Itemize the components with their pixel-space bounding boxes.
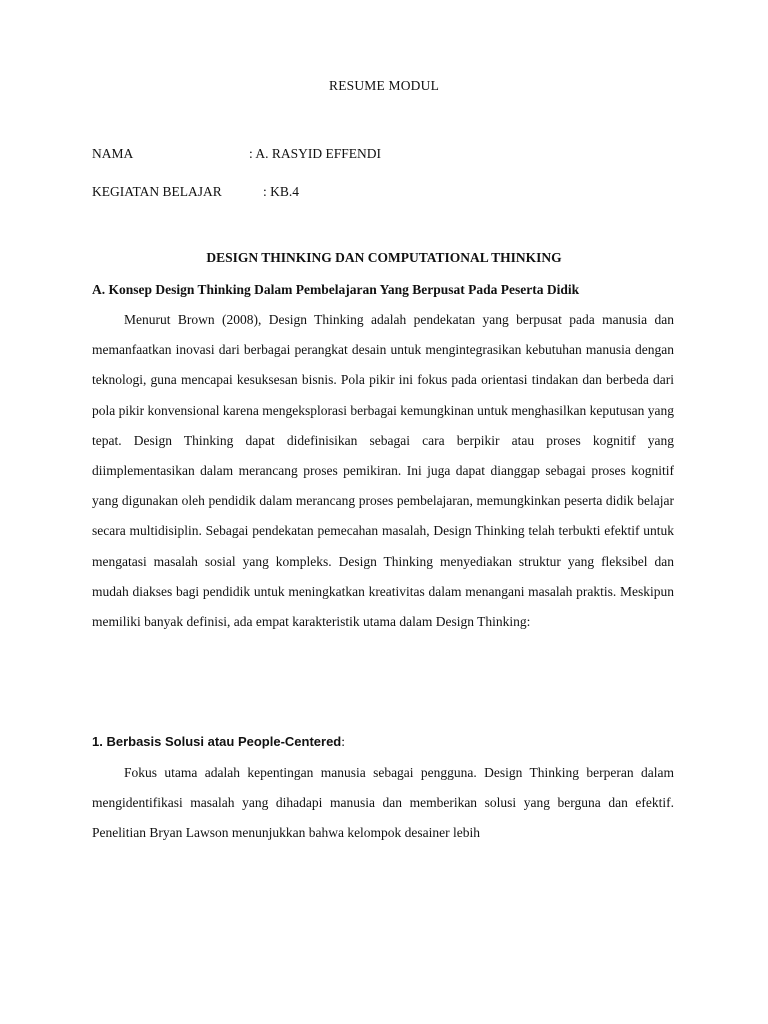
activity-value: : KB.4 bbox=[263, 184, 300, 199]
document-title: RESUME MODUL bbox=[328, 78, 440, 93]
point-1-colon: : bbox=[341, 734, 346, 749]
paragraph-people-centered: Fokus utama adalah kepentingan manusia sebagai pengguna. Design Thinking berperan dalam mengidentifikasi masalah yang dihadapi manusia dan memberikan solusi yang berguna dan efektif. Penelitian Bryan Lawson menunjukkan bahwa kelompok desainer lebih bbox=[92, 765, 674, 841]
paragraph-design-thinking-concept: Menurut Brown (2008), Design Thinking adalah pendekatan yang berpusat pada manusia dan memanfaatkan inovasi dari berbagai perangkat desain untuk mengintegrasikan kebutuhan manusia dengan teknologi, guna mencapai kesuksesan bisnis. Pola pikir ini fokus pada orientasi tindakan dan berbeda dari pola pikir konvensional karena mengeksplorasi berbagai kemungkinan untuk menghasilkan keputusan yang tepat. Design Thinking dapat didefinisikan sebagai cara berpikir atau proses kognitif yang diimplementasikan dalam merancang proses pemikiran. Ini juga dapat dianggap sebagai proses kognitif yang digunakan oleh pendidik dalam merancang proses pembelajaran, memungkinkan peserta didik belajar secara multidisiplin. Sebagai pendekatan pemecahan masalah, Design Thinking telah terbukti efektif untuk mengatasi masalah sosial yang kompleks. Design Thinking menyediakan struktur yang fleksibel dan mudah diakses bagi pendidik untuk meningkatkan kreativitas dalam menangani masalah praktis. Meskipun memiliki banyak definisi, ada empat karakteristik utama dalam Design Thinking: bbox=[92, 312, 674, 630]
point-1-heading bbox=[92, 734, 345, 750]
main-heading: DESIGN THINKING DAN COMPUTATIONAL THINKING bbox=[206, 250, 562, 265]
section-a-heading: A. Konsep Design Thinking Dalam Pembelajaran Yang Berpusat Pada Peserta Didik bbox=[92, 282, 580, 297]
name-value: : A. RASYID EFFENDI bbox=[249, 146, 382, 161]
name-label: NAMA bbox=[92, 146, 134, 161]
point-1-title: 1. Berbasis Solusi atau People-Centered bbox=[92, 734, 342, 749]
activity-label: KEGIATAN BELAJAR bbox=[92, 184, 222, 199]
